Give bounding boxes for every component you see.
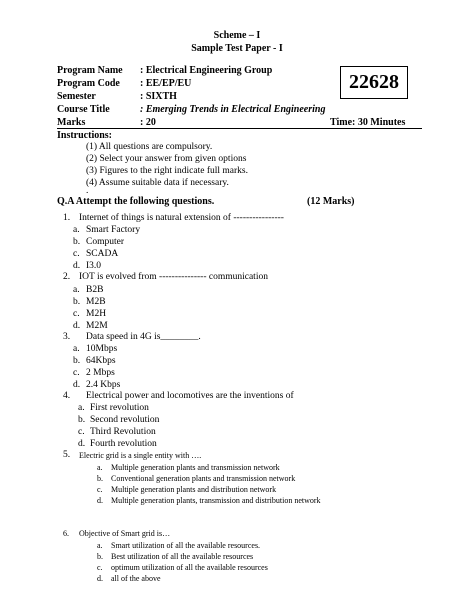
instruction-item: (1) All questions are compulsory. [86,142,213,152]
option-letter: b. [73,297,81,307]
option-letter: a. [73,344,80,354]
option-text: Best utilization of all the available resources [111,552,254,561]
option-letter: b. [73,237,81,247]
option-letter: c. [78,427,85,437]
option-letter: b. [97,552,103,561]
option-letter: d. [78,439,86,449]
option-letter: a. [97,541,103,550]
option-letter: a. [97,463,103,472]
option-letter: c. [97,485,103,494]
option-text: Smart utilization of all the available resources. [111,541,261,550]
semester-value: : SIXTH [140,91,177,102]
instruction-item: (4) Assume suitable data if necessary. [86,178,229,188]
question-text: Electrical power and locomotives are the inventions of [86,391,294,401]
option-text: Conventional generation plants and transmission network [111,474,296,483]
question-number: 5. [63,450,71,460]
option-letter: c. [73,309,80,319]
option-text: I3.0 [86,261,102,271]
option-letter: d. [73,321,81,331]
question-number: 3. [63,332,71,342]
option-letter: d. [97,574,103,583]
question-number: 1. [63,213,71,223]
option-letter: b. [97,474,103,483]
option-text: SCADA [86,249,119,259]
instruction-dot: . [86,186,89,196]
option-letter: a. [73,285,80,295]
course-title-value: : Emerging Trends in Electrical Engineering [140,104,326,115]
question-text: Objective of Smart grid is… [79,529,171,538]
option-text: Third Revolution [90,427,156,437]
marks-label: Marks [57,117,86,128]
option-letter: b. [78,415,86,425]
option-text: 10Mbps [86,344,118,354]
option-text: 64Kbps [86,356,116,366]
marks-value: : 20 [140,117,156,128]
semester-label: Semester [57,91,96,102]
program-code-value: : EE/EP/EU [140,78,192,89]
question-text: IOT is evolved from --------------- communication [79,272,268,282]
option-letter: d. [73,261,81,271]
option-letter: a. [78,403,85,413]
header-divider [57,128,422,129]
option-text: M2M [86,321,108,331]
option-text: Fourth revolution [90,439,157,449]
question-number: 4. [63,391,71,401]
option-text: First revolution [90,403,149,413]
option-letter: c. [73,249,80,259]
option-text: Second revolution [90,415,160,425]
instruction-item: (3) Figures to the right indicate full marks. [86,166,248,176]
program-name-value: : Electrical Engineering Group [140,65,273,76]
instruction-item: (2) Select your answer from given options [86,154,247,164]
instructions-title: Instructions: [57,130,113,141]
section-title: Q.A Attempt the following questions. [57,196,215,207]
option-letter: d. [97,496,103,505]
option-text: all of the above [111,574,161,583]
option-text: Smart Factory [86,225,141,235]
option-text: Multiple generation plants, transmission and distribution network [111,496,321,505]
option-letter: c. [97,563,103,572]
section-marks: (12 Marks) [307,196,355,207]
paper-title: Sample Test Paper - I [191,43,283,54]
option-text: Computer [86,237,124,247]
question-text: Electric grid is a single entity with …. [79,451,202,460]
option-letter: b. [73,356,81,366]
option-text: 2.4 Kbps [86,380,121,390]
subject-code-box: 22628 [340,66,408,99]
option-letter: c. [73,368,80,378]
option-text: B2B [86,285,104,295]
option-letter: d. [73,380,81,390]
option-text: M2H [86,309,107,319]
option-text: M2B [86,297,106,307]
time-label: Time: 30 Minutes [330,117,406,128]
question-number: 2. [63,272,71,282]
option-text: optimum utilization of all the available resources [111,563,268,572]
option-letter: a. [73,225,80,235]
question-text: Internet of things is natural extension of ---------------- [79,213,284,223]
program-name-label: Program Name [57,65,123,76]
option-text: Multiple generation plants and distribution network [111,485,277,494]
option-text: 2 Mbps [86,368,115,378]
option-text: Multiple generation plants and transmission network [111,463,280,472]
question-text: Data speed in 4G is________. [86,332,201,342]
program-code-label: Program Code [57,78,120,89]
scheme-title: Scheme – I [213,30,261,41]
course-title-label: Course Title [57,104,110,115]
question-number: 6. [63,529,69,538]
